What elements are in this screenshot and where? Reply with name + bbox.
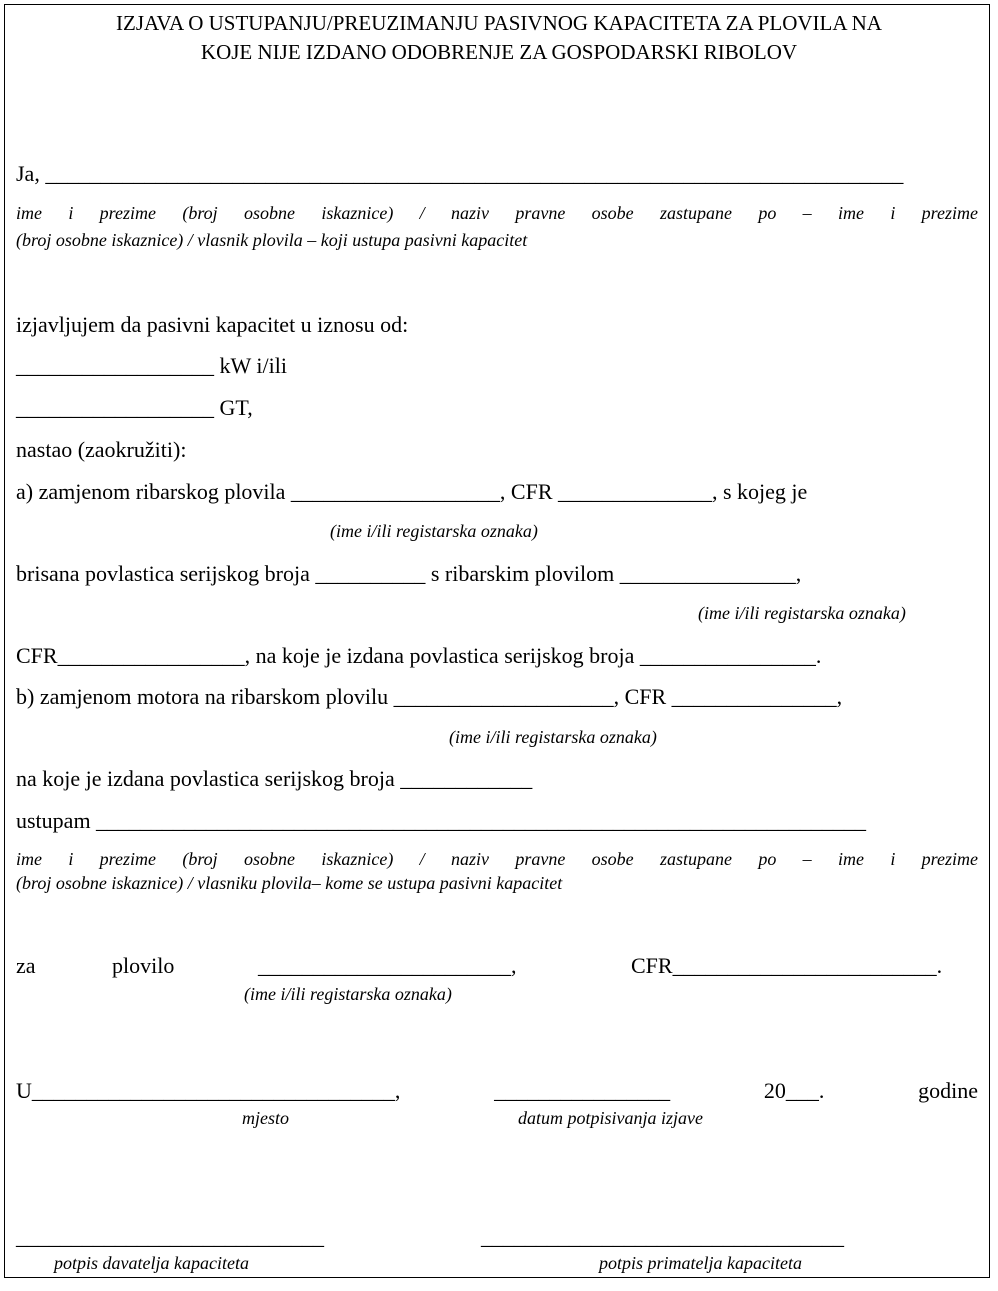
option-a-caption-1: (ime i/ili registarska oznaka) [330, 521, 538, 541]
giver-caption-line-1: ime i prezime (broj osobne iskaznice) / naziv pravne osobe zastupane po – ime i prezime [16, 203, 978, 223]
place-caption: mjesto [242, 1108, 289, 1128]
year-blank: 20___. [763, 1078, 825, 1103]
receiver-name-line: ustupam ______________________________________________________________________ [16, 808, 867, 833]
place-date-row [16, 1080, 978, 1102]
option-b-line-2: na koje je izdana povlastica serijskog broja ____________ [16, 766, 533, 791]
option-b-caption-1: (ime i/ili registarska oznaka) [449, 727, 657, 747]
option-b-line-1: b) zamjenom motora na ribarskom plovilu ____________________, CFR _______________, [16, 684, 843, 709]
gt-line: __________________ GT, [16, 395, 253, 420]
giver-name-line: Ja, ______________________________________________________________________________ [16, 161, 904, 186]
vessel-caption: (ime i/ili registarska oznaka) [244, 984, 452, 1004]
receiver-caption-line-1: ime i prezime (broj osobne iskaznice) / naziv pravne osobe zastupane po – ime i prezime [16, 849, 978, 869]
receiver-signature-line: _________________________________ [481, 1224, 844, 1249]
kw-line: __________________ kW i/ili [16, 353, 287, 378]
form-title-line-2: KOJE NIJE IZDANO ODOBRENJE ZA GOSPODARSKI RIBOLOV [200, 40, 798, 64]
receiver-signature-caption: potpis primatelja kapaciteta [599, 1253, 802, 1273]
vessel-plovilo-label: plovilo [112, 953, 175, 978]
option-a-line-2: brisana povlastica serijskog broja __________ s ribarskim plovilom ________________, [16, 561, 802, 586]
vessel-za-label: za [16, 953, 36, 978]
origin-label: nastao (zaokružiti): [16, 437, 187, 462]
option-a-caption-2: (ime i/ili registarska oznaka) [698, 603, 906, 623]
place-blank: U_________________________________, [16, 1078, 401, 1103]
giver-caption-line-2: (broj osobne iskaznice) / vlasnik plovila – koji ustupa pasivni kapacitet [16, 230, 528, 250]
form-title-line-1: IZJAVA O USTUPANJU/PREUZIMANJU PASIVNOG KAPACITETA ZA PLOVILA NA [116, 11, 882, 35]
vessel-name-blank: _______________________, [258, 953, 517, 978]
receiver-caption-line-2: (broj osobne iskaznice) / vlasniku plovila– kome se ustupa pasivni kapacitet [16, 873, 563, 893]
giver-signature-caption: potpis davatelja kapaciteta [54, 1253, 249, 1273]
giver-signature-line: ____________________________ [16, 1224, 324, 1249]
option-a-line-3: CFR_________________, na koje je izdana povlastica serijskog broja ________________. [16, 643, 822, 668]
option-a-line-1: a) zamjenom ribarskog plovila ___________________, CFR ______________, s kojeg je [16, 479, 808, 504]
capacity-intro: izjavljujem da pasivni kapacitet u iznosu od: [16, 312, 409, 337]
vessel-cfr-blank: CFR________________________. [631, 953, 943, 978]
date-blank: ________________ [494, 1078, 671, 1103]
godine-label: godine [918, 1078, 978, 1103]
date-caption: datum potpisivanja izjave [518, 1108, 703, 1128]
